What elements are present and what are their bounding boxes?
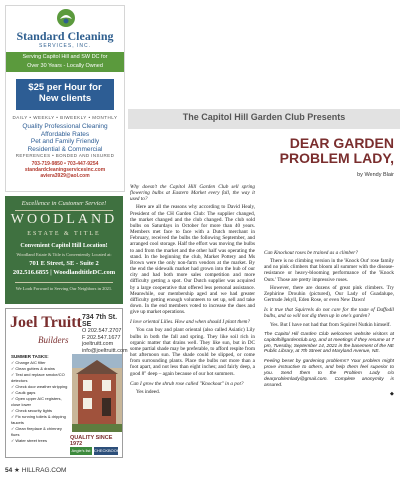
task-item: ✓ Water street trees xyxy=(11,438,71,444)
woodland-excellence: Excellence in Customer Service! xyxy=(21,200,107,207)
builders-summer-task-list xyxy=(11,360,71,444)
page-folio xyxy=(5,466,66,474)
cleaning-quality-3: Pet and Family Friendly xyxy=(30,138,100,145)
task-item: ✓ Caulk gaps xyxy=(11,390,71,396)
builders-summer-tasks-title: SUMMER TASKS: xyxy=(11,354,49,359)
cleaning-email-link[interactable]: aviera3929@aol.com xyxy=(40,173,90,179)
cleaning-logo-name: Standard Cleaning xyxy=(16,29,114,43)
cleaning-band-line-1: Serving Capitol Hill and SW DC for xyxy=(22,54,108,60)
cleaning-quality-1: Quality Professional Cleaning xyxy=(22,123,108,130)
woodland-walk: Woodland Estate & Title is Conveniently Located at: xyxy=(16,252,112,257)
reader-question: Why doesn't the Capitol Hill Garden Club sell spring flowering bulbs at Eastern Market every fall, the way it used to? xyxy=(130,184,255,203)
builders-office-phone[interactable]: O 202.547.2707 xyxy=(82,328,122,334)
headline-line-2: PROBLEM LADY, xyxy=(279,150,394,166)
builders-email-link[interactable]: info@joeltruitt.com xyxy=(82,347,128,354)
cleaning-references: REFERENCES • BONDED AND INSURED xyxy=(15,153,115,158)
cleaning-price-line-2: New clients xyxy=(38,93,92,104)
reader-question: I love oriental Lilies. How and when should I plant them? xyxy=(130,319,251,326)
club-note: The Capitol Hill Garden Club welcomes website visitors at capitolhillgardenclub.org, and at meetings if they resume at 7 pm, Tuesday, September 14, 2021 in the basement of the NE Public Library, at 7th Street and Maryland Avenue, NE. xyxy=(264,331,394,355)
cleaning-website-link[interactable]: standardcleaningservicesinc.com xyxy=(24,167,106,173)
answer-paragraph: You can buy and plant oriental (also called Asiatic) Lily bulbs in both the fall and spring. They like soil rich in organic matter that drains well. They like sun, but in DC some partial shade may be preferable, to afford respite from hot afternoon sun. The shade could be slipped, or come from surrounding plants. Place the bulbs not more than a foot apart, and not less than eight inches; and fairly deep, a good 8" deep – again because of our hot summers. xyxy=(130,327,255,377)
cleaning-logo-sub: SERVICES, INC. xyxy=(39,43,91,49)
section-title: The Capitol Hill Garden Club Presents xyxy=(182,112,346,122)
standard-cleaning-ad[interactable] xyxy=(5,5,125,192)
answer-paragraph: There is no climbing version in the 'Knock Out' rose family and no pink climbers that bloom all summer with the disease-resistance or heavy-blooming performance of the 'Knock Outs.' Those are pretty impressive roses. xyxy=(264,258,394,283)
woodland-title-ad[interactable] xyxy=(5,196,123,304)
woodland-subname: ESTATE & TITLE xyxy=(27,231,101,237)
cleaning-band-line-2: Over 30 Years - Locally Owned xyxy=(27,63,103,69)
builders-address: 734 7th St. SE xyxy=(82,314,118,328)
task-item: ✓ Clean fireplace & chimney flues xyxy=(11,426,71,438)
builders-quality-since: QUALITY SINCE 1972 xyxy=(70,435,113,447)
article-column-2 xyxy=(264,246,394,399)
task-item: ✓ Change A/C filter xyxy=(11,360,71,366)
headline-line-1: DEAR GARDEN xyxy=(289,135,394,151)
cleaning-contact xyxy=(6,161,124,179)
angies-list-badge: Angie's list xyxy=(71,448,91,453)
cleaning-service-band xyxy=(6,52,124,72)
builders-contact xyxy=(82,315,128,354)
cleaning-quality-4: Residential & Commercial xyxy=(27,145,103,153)
cleaning-frequency: DAILY • WEEKLY • BIWEEKLY • MONTHLY xyxy=(12,115,118,120)
builders-fax: F 202.547.1677 xyxy=(82,334,121,341)
woodland-convenient: Convenient Capitol Hill Location! xyxy=(20,243,108,249)
page-number: 54 xyxy=(5,467,13,474)
task-item: ✓ Check door weather stripping xyxy=(11,384,71,390)
builders-web-link[interactable]: joeltruitt.com xyxy=(82,341,114,347)
builders-badges xyxy=(10,447,118,455)
cleaning-phones[interactable]: 703-719-9850 • 703-447-9254 xyxy=(31,161,99,167)
folio-site[interactable]: HILLRAG.COM xyxy=(21,467,67,474)
house-photo-icon xyxy=(72,354,122,432)
woodland-divider xyxy=(15,282,113,283)
task-item: ✓ Clean gutters & drains xyxy=(11,366,71,372)
joel-truitt-builders-ad[interactable] xyxy=(5,308,128,458)
club-note: Feeling beset by gardening problems? Your problem might prove instructive to others, and help them feel superior to you. Send them to the Problem Lady c/o dearproblemlady@gmail.com. Complete anonymity is assured. xyxy=(264,359,394,388)
woodland-divider xyxy=(15,210,113,211)
woodland-name: WOODLAND xyxy=(10,212,118,227)
builders-tagline: Builders xyxy=(38,335,69,345)
task-item: ✓ Check security lights xyxy=(11,408,71,414)
end-mark: ◆ xyxy=(390,390,394,397)
cleaning-price-line-1: $25 per Hour for xyxy=(28,82,102,93)
answer-paragraph: Yes. But I have not had that from Squirrel Nutkin himself. xyxy=(270,321,391,328)
article-headline xyxy=(264,136,394,166)
checkbook-badge: CHECKBOOK xyxy=(94,448,120,453)
woodland-serving: We Look Forward to Serving Our Neighbors in 2021. xyxy=(15,286,113,291)
reader-question: Can Knockout roses be trained as a climber? xyxy=(264,250,358,256)
reader-question: Can I grow the shrub rose called "Knockout" in a pot? xyxy=(130,380,244,387)
woodland-address: 701 E Street, SE - Suite 2 xyxy=(29,260,99,267)
cleaning-logo-icon xyxy=(56,8,76,28)
answer-paragraph: Yes indeed. xyxy=(136,388,160,395)
folio-separator: ★ xyxy=(14,467,20,474)
cleaning-quality-2: Affordable Rates xyxy=(40,130,90,138)
article-byline: by Wendy Blair xyxy=(357,172,394,178)
article-column-1 xyxy=(130,180,255,397)
answer-paragraph: However, there are dozens of great pink climbers. Try Zephirine Drouhin (pictured), Our Lady of Guadalupe, Gertrude Jekyll, Eden Rose, or even New Dawn! xyxy=(264,284,394,304)
reader-question: Is it true that Squirrels do not care for the taste of Daffodil bulbs, and so will not dig them up in one's garden? xyxy=(264,307,394,320)
cleaning-qualities xyxy=(6,123,124,153)
builders-name: Joel Truitt xyxy=(10,314,82,331)
task-item: ✓ Fix running toilets & dripping faucets xyxy=(11,414,71,426)
cleaning-price-box xyxy=(16,79,114,110)
task-item: ✓ Open upper A/C registers, close lower xyxy=(11,396,71,408)
answer-paragraph: Here are all the reasons why according to David Healy, President of the CH Garden Club: The supplier changed, the market changed and the club changed. The club sold bulbs on Saturdays in October for more than 40 years. Members met face to face with a Dutch merchant in February, received the bulbs the following September, and arranged cool storage. Half the effort was moving the bulbs to and from the market and the other half was operating the stand. In the beginning the club, Market Pottery and Ms Brown were the only non-farm vendors at the market. By the end the sidewalk market had grown into the hub of our city and had both more sales competition and more difficulty getting a spot. Our Dutch supplier was acquired by a large cooperative that offered less personal assistance. Meanwhile, our membership aged and we had greater difficulty getting enough volunteers to set up, sell and take down. In the end members voted to increase the dues and give up market operations. xyxy=(130,204,255,316)
woodland-phone-web[interactable]: 202.516.6855 | WoodlandtitleDC.com xyxy=(12,269,116,276)
task-item: ✓ Test and replace smoke/CO detectors xyxy=(11,372,71,384)
